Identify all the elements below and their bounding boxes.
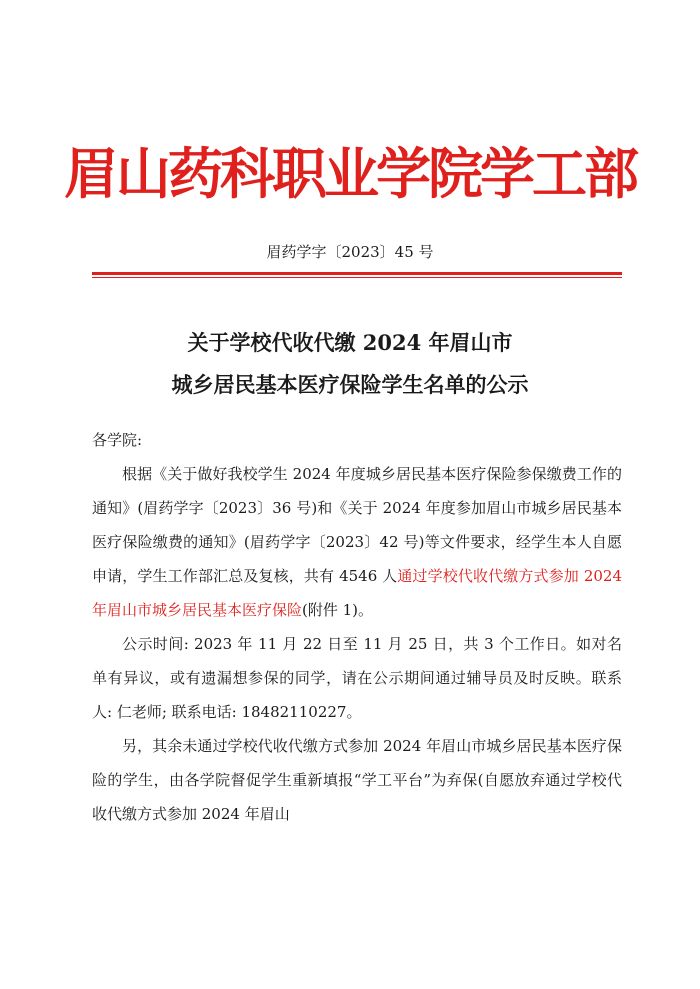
paragraph-1-text-a: 根据《关于做好我校学生 2024 年度城乡居民基本医疗保险参保缴费工作的通知》(眉药学字〔2023〕36 号)和《关于 2024 年度参加眉山市城乡居民基本医疗保险缴费的通知》(眉药学字〔2023〕42 号)等文件要求，经学生本人自愿申请，学生工作部汇总及复核，共有 4546 人 xyxy=(92,465,622,585)
paragraph-3: 另，其余未通过学校代收代缴方式参加 2024 年眉山市城乡居民基本医疗保险的学生，由各学院督促学生重新填报“学工平台”为弃保(自愿放弃通过学校代收代缴方式参加 2024 年眉山 xyxy=(92,737,622,823)
document-number: 眉药学字〔2023〕45 号 xyxy=(266,243,434,261)
notice-title-line-2: 城乡居民基本医疗保险学生名单的公示 xyxy=(171,372,529,397)
red-divider-thin xyxy=(92,277,622,278)
notice-title-line-1: 关于学校代收代缴 2024 年眉山市 xyxy=(187,330,513,355)
org-title: 眉山药科职业学院学工部 xyxy=(63,141,636,206)
notice-title xyxy=(0,322,700,406)
notice-body xyxy=(92,423,622,831)
paragraph-1 xyxy=(92,457,622,627)
red-divider-thick xyxy=(92,272,622,275)
salutation: 各学院: xyxy=(92,431,143,449)
paragraph-2: 公示时间: 2023 年 11 月 22 日至 11 月 25 日，共 3 个工作日。如对名单有异议，或有遗漏想参保的同学，请在公示期间通过辅导员及时反映。联系人: 仁老师; 联系电话: 18482110227。 xyxy=(92,635,622,721)
paragraph-1-highlight: 通过学校代收代缴方式参加 2024 年眉山市城乡居民基本医疗保险 xyxy=(92,567,622,619)
red-divider xyxy=(92,272,622,278)
paragraph-1-text-b: (附件 1)。 xyxy=(302,601,374,619)
